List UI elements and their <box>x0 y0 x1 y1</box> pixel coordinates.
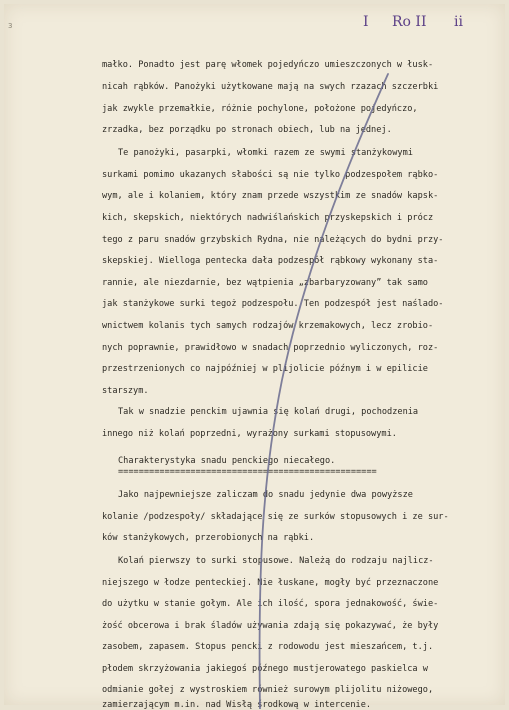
text-line: skepskiej. Wielloga pentecka dała podzespół rąbkowy wykonany sta- <box>102 256 439 266</box>
text-line: ków stanżykowych, przerobionych na rąbki. <box>102 533 315 543</box>
corner-mark: 3 <box>8 22 13 30</box>
text-line: kolanie /podzespoły/ składające się ze surków stopusowych i ze sur- <box>102 512 449 522</box>
text-line: jak zwykle przemałkie, różnie pochylone, położone pojedyńczo, <box>102 104 418 114</box>
text-line: przestrzenionych co najpóźniej w plijolicie późnym i w epilicie <box>102 364 428 374</box>
text-line: małko. Ponadto jest parę włomek pojedyńczo umieszczonych w łusk- <box>102 60 434 70</box>
text-line: zamierzającym m.in. nad Wisłą środkową w intercenie. <box>102 700 372 710</box>
text-line: zasobem, zapasem. Stopus pencki z rodowodu jest mieszańcem, t.j. <box>102 642 434 652</box>
text-line: Tak w snadzie penckim ujawnia się kolań drugi, pochodzenia <box>118 407 419 417</box>
text-line: jak stanżykowe surki tegoż podzespołu. Ten podzespół jest naślado- <box>102 299 444 309</box>
text-line: odmianie gołej z wystroskiem również surowym plijolitu niżowego, <box>102 685 434 695</box>
text-line: Te panożyki, pasarpki, włomki razem ze swymi stanżykowymi <box>118 148 413 158</box>
text-line: Kolań pierwszy to surki stopusowe. Należą do rodzaju najlicz- <box>118 556 434 566</box>
text-line: tego z paru snadów grzybskich Rydna, nie należących do bydni przy- <box>102 235 444 245</box>
text-line: nych poprawnie, prawidłowo w snadach poprzednio wyliczonych, roz- <box>102 343 439 353</box>
page-number-mark: ii <box>454 14 463 30</box>
text-line: do użytku w stanie gołym. Ale ich ilość, spora jednakowość, świe- <box>102 599 439 609</box>
text-line: rannie, ale niezdarnie, bez wątpienia „zbarbaryzowany” tak samo <box>102 278 428 288</box>
text-line: niejszego w łodze penteckiej. Nie łuskane, mogły być przeznaczone <box>102 578 439 588</box>
text-line: wnictwem kolanis tych samych rodzajów krzemakowych, lecz zrobio- <box>102 321 434 331</box>
text-line: płodem skrzyżowania jakiegoś późnego mustjerowatego paskielca w <box>102 664 428 674</box>
text-line: wym, ale i kolaniem, który znam przede wszystkim ze snadów kapsk- <box>102 191 439 201</box>
text-line: innego niż kolań poprzedni, wyrażony surkami stopusowymi. <box>102 429 397 439</box>
text-line: surkami pomimo ukazanych słabości są nie tylko podzespołem rąbko- <box>102 170 439 180</box>
text-line: nicah rąbków. Panożyki użytkowane mają na swych rzazach szczerbki <box>102 82 439 92</box>
heading-underline: ================================================== <box>118 467 377 477</box>
text-line: zrzadka, bez porządku po stronach obiech, lub na jednej. <box>102 125 392 135</box>
text-line: żość obcerowa i brak śladów używania zdają się pokazywać, że były <box>102 621 439 631</box>
roman-numeral-mark: I <box>363 14 369 30</box>
text-line: starszym. <box>102 386 149 396</box>
section-heading: Charakterystyka snadu penckiego niecałego. <box>118 456 336 466</box>
text-line: Jako najpewniejsze zaliczam do snadu jedynie dwa powyższe <box>118 490 413 500</box>
volume-mark: Ro II <box>392 14 427 30</box>
text-line: kich, skepskich, niektórych nadwiślańskich przyskepskich i prócz <box>102 213 434 223</box>
